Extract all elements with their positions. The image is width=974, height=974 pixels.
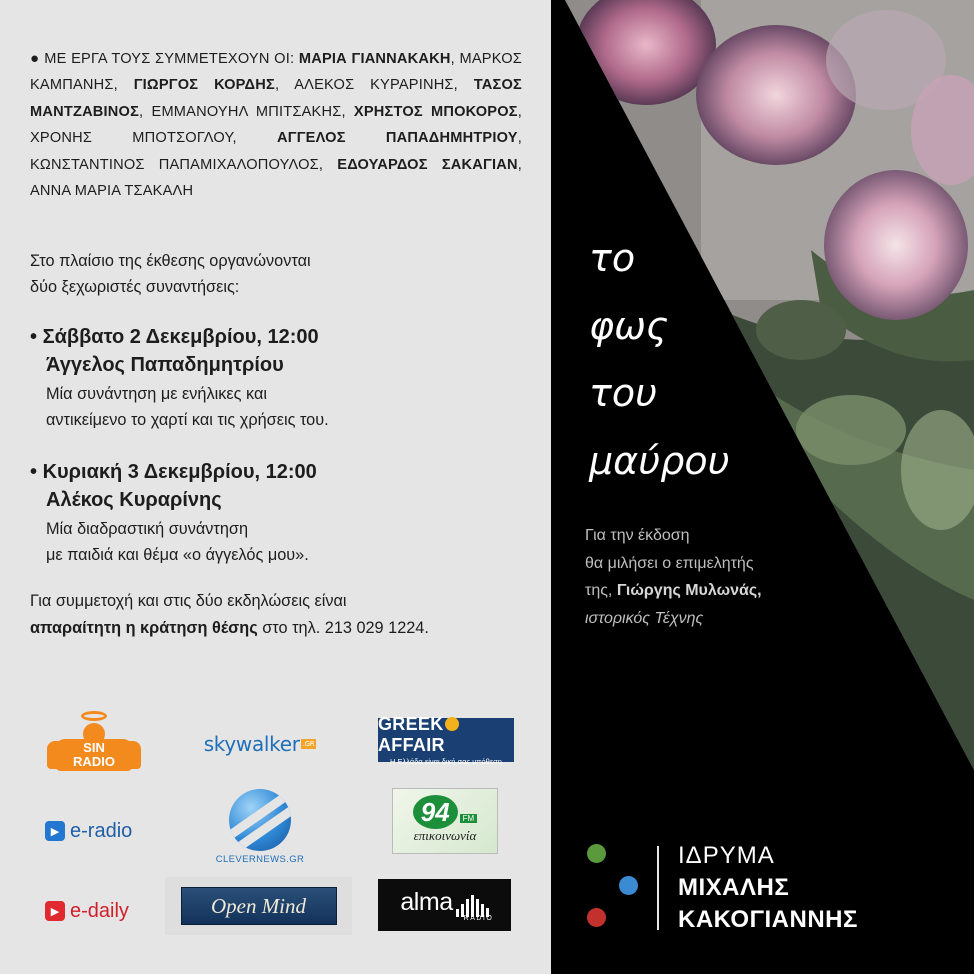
event-sunday (30, 458, 317, 568)
booking-required: απαραίτητη η κράτηση θέσης (30, 618, 258, 637)
right-panel (551, 0, 974, 974)
equalizer-icon (456, 895, 489, 917)
play-icon: ▶ (45, 901, 65, 921)
artists-list (30, 46, 522, 204)
artist-name: ΜΑΡΚΟΣ ΚΑΜΠΑΝΗΣ (30, 51, 522, 94)
greek-affair-logo: GREEKAFFAIR Η Ελλάδα είναι δική σας υπόθεση (378, 718, 514, 762)
e-radio-logo: ▶ e-radio (45, 816, 155, 846)
play-icon: ▶ (45, 821, 65, 841)
open-mind-logo: Open Mind (165, 877, 352, 935)
skywalker-logo: skywalker .GR (203, 732, 315, 756)
artist-name: ΤΑΣΟΣ ΜΑΝΤΖΑΒΙΝΟΣ (30, 77, 522, 120)
foundation-logo: ΙΔΡΥΜΑ ΜΙΧΑΛΗΣ ΚΑΚΟΓΙΑΝΝΗΣ (678, 842, 858, 933)
red-dot-icon (587, 908, 606, 927)
e-daily-logo: ▶ e-daily (45, 896, 155, 926)
artist-name: ΑΝΝΑ ΜΑΡΙΑ ΤΣΑΚΑΛΗ (30, 183, 194, 200)
artist-name: ΑΛΕΚΟΣ ΚΥΡΑΡΙΝΗΣ (294, 77, 454, 94)
alma-radio-logo: alma RADIO (378, 879, 511, 931)
artist-name: ΚΩΝΣΤΑΝΤΙΝΟΣ ΠΑΠΑΜΙΧΑΛΟΠΟΥΛΟΣ (30, 156, 319, 173)
publication-info: Για την έκδοση θα μιλήσει ο επιμελητής της, Γιώργης Μυλωνάς, ιστορικός Τέχνης (585, 527, 762, 627)
artist-name: ΑΓΓΕΛΟΣ ΠΑΠΑΔΗΜΗΤΡΙΟΥ (276, 130, 518, 147)
artist-name: ΜΑΡΙΑ ΓΙΑΝΝΑΚΑΚΗ (298, 51, 451, 67)
artist-name: ΧΡΟΝΗΣ ΜΠΟΤΣΟΓΛΟΥ (30, 130, 233, 147)
event-date: • Κυριακή 3 Δεκεμβρίου, 12:00 (30, 461, 317, 483)
artist-name: ΓΙΩΡΓΟΣ ΚΟΡΔΗΣ (133, 77, 275, 94)
event-description: Μία διαδραστική συνάντηση με παιδιά και θέμα «ο άγγελός μου». (46, 520, 309, 564)
sin-radio-logo: SIN RADIO (55, 702, 133, 780)
globe-icon (229, 789, 291, 851)
event-description: Μία συνάντηση με ενήλικες και αντικείμενο το χαρτί και τις χρήσεις του. (46, 385, 329, 429)
clevernews-logo: CLEVERNEWS.GR (210, 786, 310, 868)
intro-text (30, 248, 311, 300)
event-date: • Σάββατο 2 Δεκεμβρίου, 12:00 (30, 326, 319, 348)
event-speaker: Αλέκος Κυραρίνης (46, 489, 222, 511)
artist-name: ΕΜΜΑΝΟΥΗΛ ΜΠΙΤΣΑΚΗΣ (151, 103, 342, 120)
intro-line: Στο πλαίσιο της έκθεσης οργανώνονται (30, 252, 311, 270)
artist-names: ΜΑΡΙΑ ΓΙΑΝΝΑΚΑΚΗ, ΜΑΡΚΟΣ ΚΑΜΠΑΝΗΣ, ΓΙΩΡΓΟΣ ΚΟΡΔΗΣ, ΑΛΕΚΟΣ ΚΥΡΑΡΙΝΗΣ, ΤΑΣΟΣ ΜΑΝΤΖΑΒΙΝΟΣ, ΕΜΜΑΝΟΥΗΛ ΜΠΙΤΣΑΚΗΣ, ΧΡΗΣΤΟΣ ΜΠΟΚΟΡΟΣ, ΧΡΟΝΗΣ ΜΠΟΤΣΟΓΛΟΥ, ΑΓΓΕΛΟΣ ΠΑΠΑΔΗΜΗΤΡΙΟΥ, ΚΩΝΣΤΑΝΤΙΝΟΣ ΠΑΠΑΜΙΧΑΛΟΠΟΥΛΟΣ, ΕΔΟΥΑΡΔΟΣ ΣΑΚΑΓΙΑΝ, ΑΝΝΑ ΜΑΡΙΑ ΤΣΑΚΑΛΗ (30, 51, 522, 200)
epikoinonia-logo: 94 FM επικοινωνία (392, 788, 498, 854)
blue-dot-icon (619, 876, 638, 895)
artist-name: ΕΔΟΥΑΡΔΟΣ ΣΑΚΑΓΙΑΝ (337, 156, 518, 173)
booking-info: Για συμμετοχή και στις δύο εκδηλώσεις είναι απαραίτητη η κράτηση θέσης στο τηλ. 213 029 1224. (30, 592, 429, 637)
green-dot-icon (587, 844, 606, 863)
artists-lead: ΜΕ ΕΡΓΑ ΤΟΥΣ ΣΥΜΜΕΤΕΧΟΥΝ ΟΙ: (44, 51, 295, 67)
intro-line: δύο ξεχωριστές συναντήσεις: (30, 278, 240, 296)
exhibition-title: το φως του μαύρου (589, 236, 730, 483)
bullet-icon: ● (30, 50, 40, 67)
divider (657, 846, 659, 930)
event-speaker: Άγγελος Παπαδημητρίου (46, 354, 284, 376)
event-saturday (30, 323, 329, 433)
artist-name: ΧΡΗΣΤΟΣ ΜΠΟΚΟΡΟΣ (353, 103, 518, 120)
sun-icon (445, 717, 459, 731)
